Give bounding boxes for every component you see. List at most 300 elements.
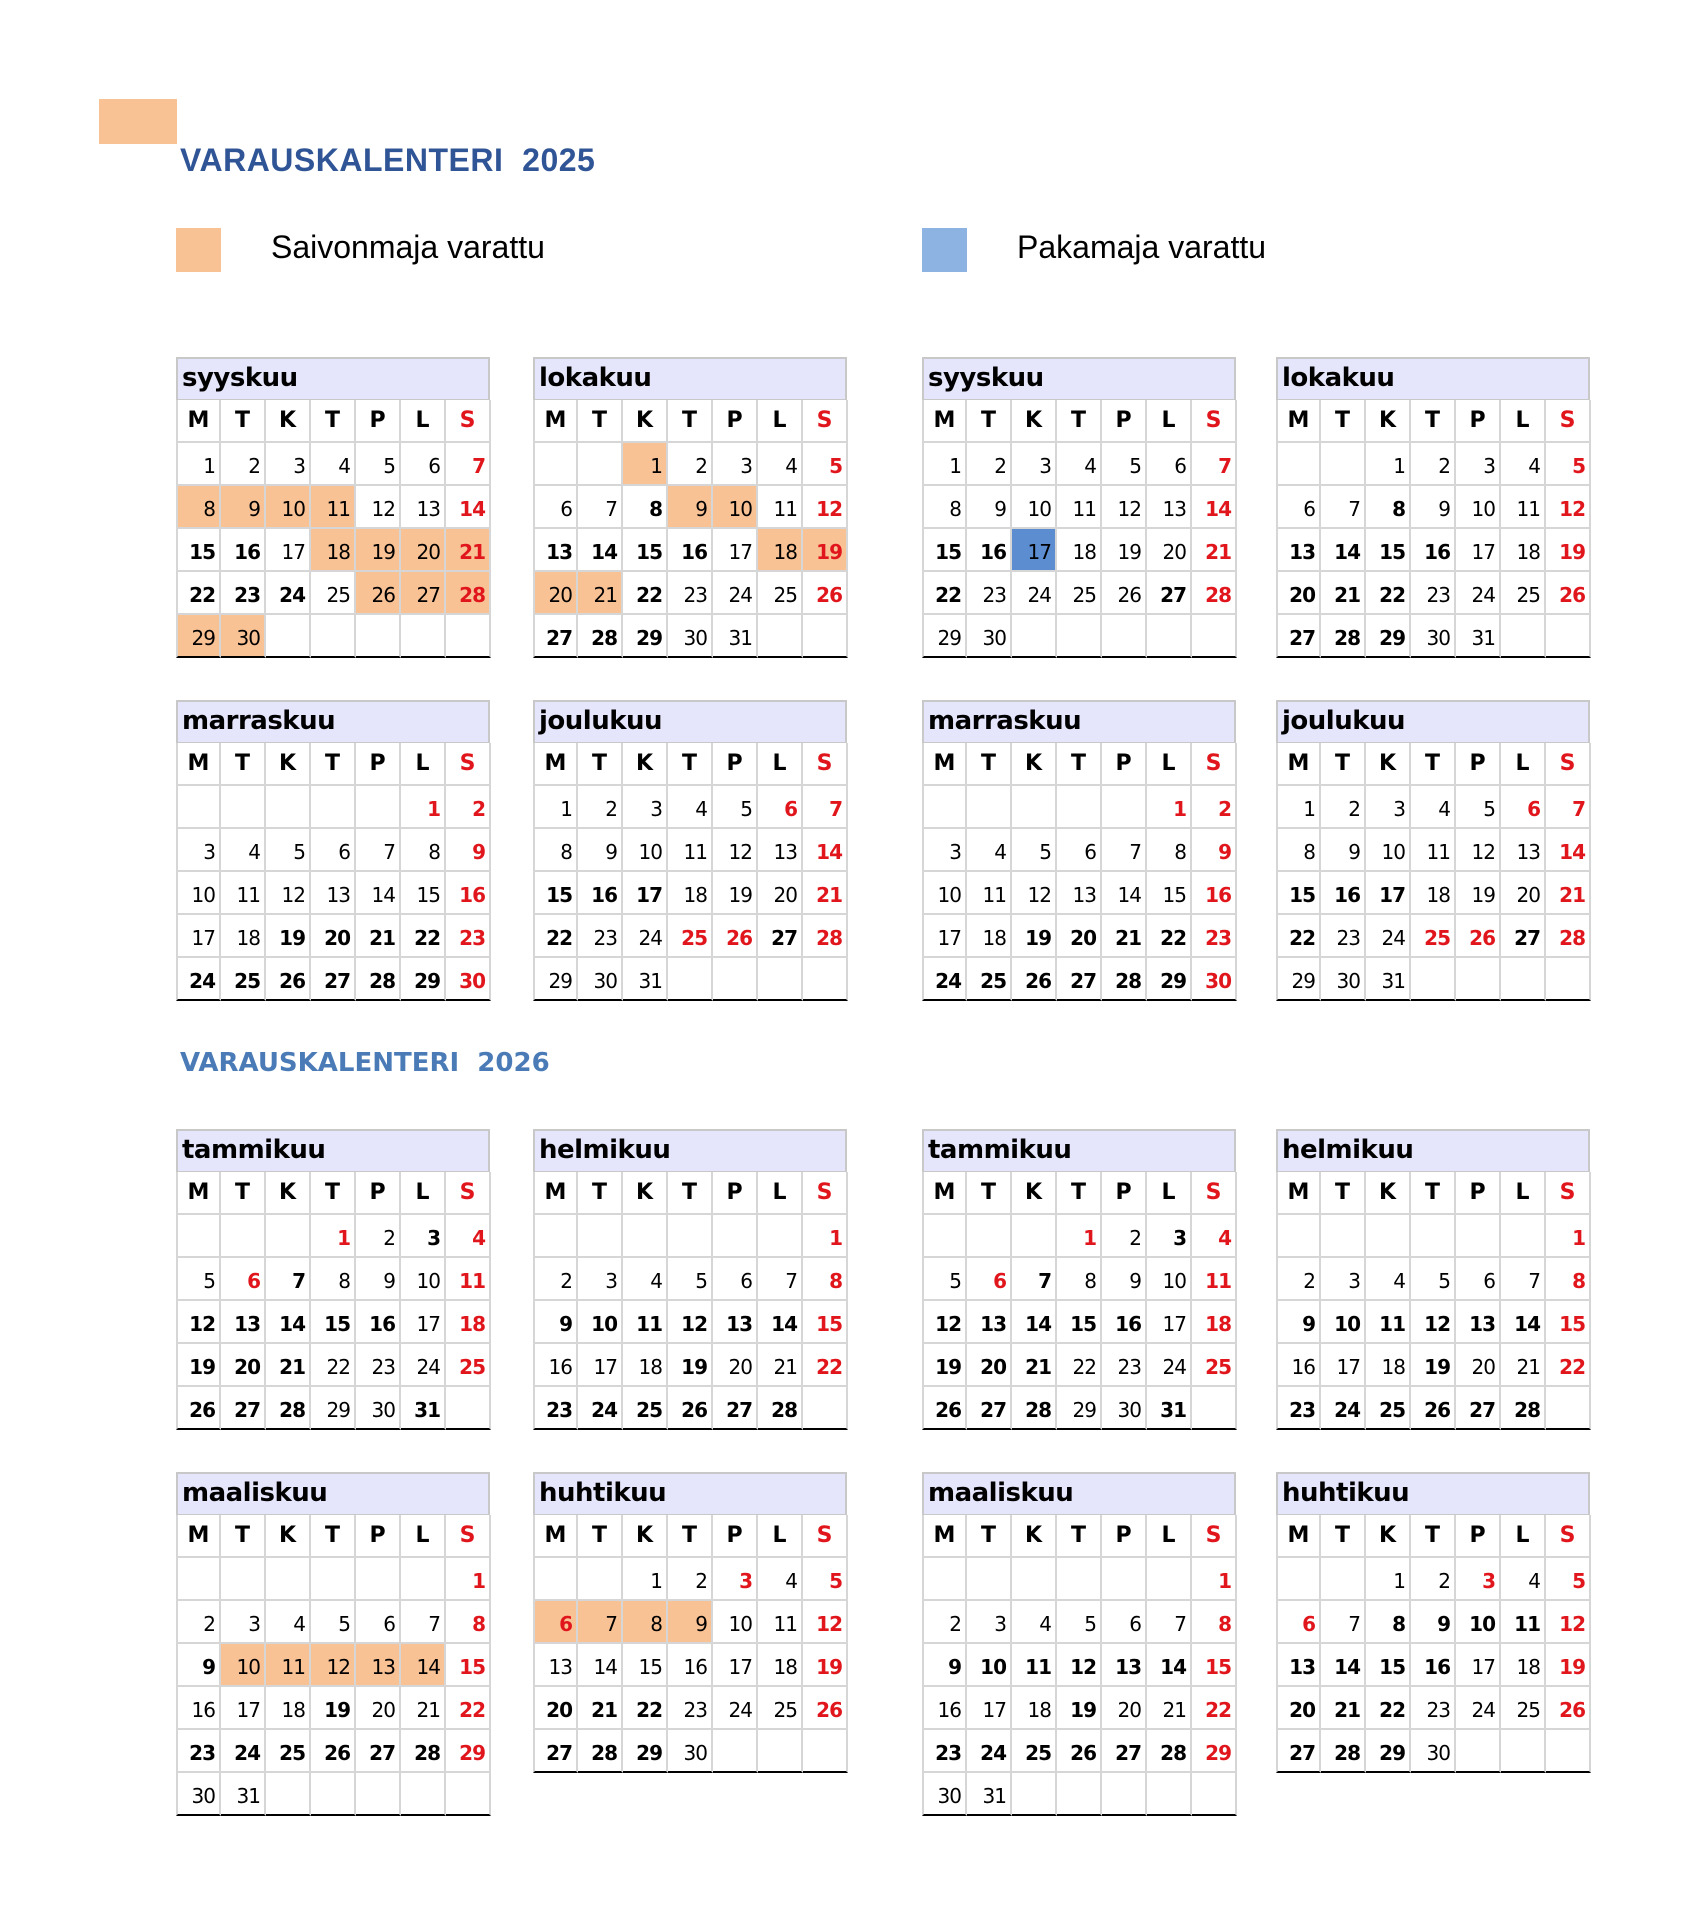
day-cell[interactable]: 17 xyxy=(1366,872,1411,915)
day-cell[interactable]: 20 xyxy=(311,915,356,958)
day-cell[interactable]: 8 xyxy=(623,1601,668,1644)
day-cell[interactable]: 4 xyxy=(266,1601,311,1644)
day-cell[interactable]: 10 xyxy=(221,1644,266,1687)
day-cell[interactable]: 10 xyxy=(1366,829,1411,872)
day-cell[interactable]: 14 xyxy=(356,872,401,915)
day-cell[interactable]: 16 xyxy=(668,529,713,572)
day-cell[interactable]: 15 xyxy=(623,1644,668,1687)
day-cell[interactable]: 30 xyxy=(1192,958,1237,1001)
day-cell[interactable]: 26 xyxy=(803,1687,848,1730)
day-cell[interactable]: 26 xyxy=(803,572,848,615)
day-cell[interactable]: 1 xyxy=(1546,1215,1591,1258)
day-cell[interactable]: 4 xyxy=(668,786,713,829)
day-cell[interactable]: 17 xyxy=(401,1301,446,1344)
day-cell[interactable]: 9 xyxy=(578,829,623,872)
day-cell[interactable]: 22 xyxy=(1546,1344,1591,1387)
day-cell[interactable]: 22 xyxy=(446,1687,491,1730)
day-cell[interactable]: 1 xyxy=(1192,1558,1237,1601)
day-cell[interactable]: 19 xyxy=(668,1344,713,1387)
day-cell[interactable]: 16 xyxy=(356,1301,401,1344)
day-cell[interactable]: 29 xyxy=(176,615,221,658)
day-cell[interactable]: 19 xyxy=(176,1344,221,1387)
day-cell[interactable]: 2 xyxy=(356,1215,401,1258)
day-cell[interactable]: 12 xyxy=(1057,1644,1102,1687)
day-cell[interactable]: 4 xyxy=(1501,1558,1546,1601)
day-cell[interactable]: 31 xyxy=(1366,958,1411,1001)
day-cell[interactable]: 23 xyxy=(578,915,623,958)
day-cell[interactable]: 2 xyxy=(176,1601,221,1644)
day-cell[interactable]: 7 xyxy=(401,1601,446,1644)
day-cell[interactable]: 27 xyxy=(533,615,578,658)
day-cell[interactable]: 10 xyxy=(967,1644,1012,1687)
day-cell[interactable]: 13 xyxy=(356,1644,401,1687)
day-cell[interactable]: 28 xyxy=(803,915,848,958)
day-cell[interactable]: 25 xyxy=(623,1387,668,1430)
day-cell[interactable]: 14 xyxy=(1321,1644,1366,1687)
day-cell[interactable]: 13 xyxy=(401,486,446,529)
day-cell[interactable]: 31 xyxy=(1147,1387,1192,1430)
day-cell[interactable]: 7 xyxy=(266,1258,311,1301)
day-cell[interactable]: 18 xyxy=(967,915,1012,958)
day-cell[interactable]: 29 xyxy=(1366,1730,1411,1773)
day-cell[interactable]: 16 xyxy=(1321,872,1366,915)
day-cell[interactable]: 26 xyxy=(1456,915,1501,958)
day-cell[interactable]: 26 xyxy=(1012,958,1057,1001)
day-cell[interactable]: 4 xyxy=(1192,1215,1237,1258)
day-cell[interactable]: 4 xyxy=(758,1558,803,1601)
day-cell[interactable]: 17 xyxy=(1456,1644,1501,1687)
day-cell[interactable]: 6 xyxy=(356,1601,401,1644)
day-cell[interactable]: 3 xyxy=(1366,786,1411,829)
day-cell[interactable]: 15 xyxy=(1057,1301,1102,1344)
day-cell[interactable]: 24 xyxy=(1147,1344,1192,1387)
day-cell[interactable]: 13 xyxy=(1276,529,1321,572)
day-cell[interactable]: 3 xyxy=(967,1601,1012,1644)
day-cell[interactable]: 8 xyxy=(1276,829,1321,872)
day-cell[interactable]: 13 xyxy=(1456,1301,1501,1344)
day-cell[interactable]: 27 xyxy=(401,572,446,615)
day-cell[interactable]: 2 xyxy=(1411,1558,1456,1601)
day-cell[interactable]: 19 xyxy=(713,872,758,915)
day-cell[interactable]: 23 xyxy=(356,1344,401,1387)
day-cell[interactable]: 5 xyxy=(266,829,311,872)
day-cell[interactable]: 10 xyxy=(1147,1258,1192,1301)
day-cell[interactable]: 6 xyxy=(533,486,578,529)
day-cell[interactable]: 4 xyxy=(1366,1258,1411,1301)
day-cell[interactable]: 13 xyxy=(221,1301,266,1344)
day-cell[interactable]: 8 xyxy=(1057,1258,1102,1301)
day-cell[interactable]: 29 xyxy=(1057,1387,1102,1430)
day-cell[interactable]: 5 xyxy=(1546,1558,1591,1601)
day-cell[interactable]: 13 xyxy=(533,529,578,572)
day-cell[interactable]: 15 xyxy=(446,1644,491,1687)
day-cell[interactable]: 29 xyxy=(1366,615,1411,658)
day-cell[interactable]: 27 xyxy=(1147,572,1192,615)
day-cell[interactable]: 31 xyxy=(713,615,758,658)
day-cell[interactable]: 7 xyxy=(1102,829,1147,872)
day-cell[interactable]: 24 xyxy=(1366,915,1411,958)
day-cell[interactable]: 13 xyxy=(1057,872,1102,915)
day-cell[interactable]: 7 xyxy=(1012,1258,1057,1301)
day-cell[interactable]: 12 xyxy=(668,1301,713,1344)
day-cell[interactable]: 18 xyxy=(446,1301,491,1344)
day-cell[interactable]: 10 xyxy=(578,1301,623,1344)
day-cell[interactable]: 23 xyxy=(668,572,713,615)
day-cell[interactable]: 7 xyxy=(356,829,401,872)
day-cell[interactable]: 5 xyxy=(922,1258,967,1301)
day-cell[interactable]: 23 xyxy=(221,572,266,615)
day-cell[interactable]: 21 xyxy=(1147,1687,1192,1730)
day-cell[interactable]: 30 xyxy=(176,1773,221,1816)
day-cell[interactable]: 1 xyxy=(1147,786,1192,829)
day-cell[interactable]: 29 xyxy=(1147,958,1192,1001)
day-cell[interactable]: 2 xyxy=(668,443,713,486)
day-cell[interactable]: 23 xyxy=(1192,915,1237,958)
day-cell[interactable]: 27 xyxy=(311,958,356,1001)
day-cell[interactable]: 5 xyxy=(1012,829,1057,872)
day-cell[interactable]: 11 xyxy=(1501,486,1546,529)
day-cell[interactable]: 12 xyxy=(266,872,311,915)
day-cell[interactable]: 24 xyxy=(401,1344,446,1387)
day-cell[interactable]: 13 xyxy=(533,1644,578,1687)
day-cell[interactable]: 23 xyxy=(446,915,491,958)
day-cell[interactable]: 14 xyxy=(1192,486,1237,529)
day-cell[interactable]: 6 xyxy=(967,1258,1012,1301)
day-cell[interactable]: 9 xyxy=(1321,829,1366,872)
day-cell[interactable]: 3 xyxy=(713,1558,758,1601)
day-cell[interactable]: 12 xyxy=(1411,1301,1456,1344)
day-cell[interactable]: 9 xyxy=(446,829,491,872)
day-cell[interactable]: 20 xyxy=(1147,529,1192,572)
day-cell[interactable]: 9 xyxy=(1411,1601,1456,1644)
day-cell[interactable]: 5 xyxy=(1546,443,1591,486)
day-cell[interactable]: 24 xyxy=(713,1687,758,1730)
day-cell[interactable]: 23 xyxy=(1276,1387,1321,1430)
day-cell[interactable]: 18 xyxy=(266,1687,311,1730)
day-cell[interactable]: 20 xyxy=(356,1687,401,1730)
day-cell[interactable]: 21 xyxy=(803,872,848,915)
day-cell[interactable]: 14 xyxy=(578,1644,623,1687)
day-cell[interactable]: 30 xyxy=(1411,1730,1456,1773)
day-cell[interactable]: 21 xyxy=(578,572,623,615)
day-cell[interactable]: 7 xyxy=(1321,486,1366,529)
day-cell[interactable]: 10 xyxy=(1456,1601,1501,1644)
day-cell[interactable]: 21 xyxy=(266,1344,311,1387)
day-cell[interactable]: 18 xyxy=(1192,1301,1237,1344)
day-cell[interactable]: 9 xyxy=(967,486,1012,529)
day-cell[interactable]: 11 xyxy=(758,1601,803,1644)
day-cell[interactable]: 10 xyxy=(1456,486,1501,529)
day-cell[interactable]: 4 xyxy=(1057,443,1102,486)
day-cell[interactable]: 25 xyxy=(1501,572,1546,615)
day-cell[interactable]: 26 xyxy=(356,572,401,615)
day-cell[interactable]: 29 xyxy=(533,958,578,1001)
day-cell[interactable]: 30 xyxy=(1411,615,1456,658)
day-cell[interactable]: 4 xyxy=(967,829,1012,872)
day-cell[interactable]: 3 xyxy=(266,443,311,486)
day-cell[interactable]: 13 xyxy=(1501,829,1546,872)
day-cell[interactable]: 6 xyxy=(1102,1601,1147,1644)
day-cell[interactable]: 3 xyxy=(176,829,221,872)
day-cell[interactable]: 18 xyxy=(1057,529,1102,572)
day-cell[interactable]: 13 xyxy=(1276,1644,1321,1687)
day-cell[interactable]: 28 xyxy=(578,615,623,658)
day-cell[interactable]: 11 xyxy=(266,1644,311,1687)
day-cell[interactable]: 15 xyxy=(1276,872,1321,915)
day-cell[interactable]: 8 xyxy=(311,1258,356,1301)
day-cell[interactable]: 28 xyxy=(401,1730,446,1773)
day-cell[interactable]: 8 xyxy=(176,486,221,529)
day-cell[interactable]: 8 xyxy=(1192,1601,1237,1644)
day-cell[interactable]: 30 xyxy=(922,1773,967,1816)
day-cell[interactable]: 17 xyxy=(176,915,221,958)
day-cell[interactable]: 2 xyxy=(1321,786,1366,829)
day-cell[interactable]: 19 xyxy=(922,1344,967,1387)
day-cell[interactable]: 27 xyxy=(1501,915,1546,958)
day-cell[interactable]: 18 xyxy=(1501,529,1546,572)
day-cell[interactable]: 18 xyxy=(1501,1644,1546,1687)
day-cell[interactable]: 30 xyxy=(446,958,491,1001)
day-cell[interactable]: 11 xyxy=(311,486,356,529)
day-cell[interactable]: 8 xyxy=(1366,486,1411,529)
day-cell[interactable]: 22 xyxy=(176,572,221,615)
day-cell[interactable]: 25 xyxy=(668,915,713,958)
day-cell[interactable]: 1 xyxy=(311,1215,356,1258)
day-cell[interactable]: 16 xyxy=(1276,1344,1321,1387)
day-cell[interactable]: 4 xyxy=(1501,443,1546,486)
day-cell[interactable]: 2 xyxy=(668,1558,713,1601)
day-cell[interactable]: 18 xyxy=(311,529,356,572)
day-cell[interactable]: 19 xyxy=(1456,872,1501,915)
day-cell[interactable]: 21 xyxy=(1546,872,1591,915)
day-cell[interactable]: 18 xyxy=(623,1344,668,1387)
day-cell[interactable]: 20 xyxy=(221,1344,266,1387)
day-cell[interactable]: 20 xyxy=(713,1344,758,1387)
day-cell[interactable]: 7 xyxy=(1192,443,1237,486)
day-cell[interactable]: 19 xyxy=(1012,915,1057,958)
day-cell[interactable]: 2 xyxy=(533,1258,578,1301)
day-cell[interactable]: 6 xyxy=(311,829,356,872)
day-cell[interactable]: 22 xyxy=(1366,1687,1411,1730)
day-cell[interactable]: 3 xyxy=(1147,1215,1192,1258)
day-cell[interactable]: 28 xyxy=(266,1387,311,1430)
day-cell[interactable]: 3 xyxy=(1456,1558,1501,1601)
day-cell[interactable]: 21 xyxy=(446,529,491,572)
day-cell[interactable]: 24 xyxy=(922,958,967,1001)
day-cell[interactable]: 29 xyxy=(922,615,967,658)
day-cell[interactable]: 9 xyxy=(1276,1301,1321,1344)
day-cell[interactable]: 1 xyxy=(922,443,967,486)
day-cell[interactable]: 16 xyxy=(1192,872,1237,915)
day-cell[interactable]: 19 xyxy=(1057,1687,1102,1730)
day-cell[interactable]: 30 xyxy=(1102,1387,1147,1430)
day-cell[interactable]: 11 xyxy=(1012,1644,1057,1687)
day-cell[interactable]: 4 xyxy=(311,443,356,486)
day-cell[interactable]: 10 xyxy=(401,1258,446,1301)
day-cell[interactable]: 6 xyxy=(713,1258,758,1301)
day-cell[interactable]: 23 xyxy=(1102,1344,1147,1387)
day-cell[interactable]: 26 xyxy=(1546,572,1591,615)
day-cell[interactable]: 28 xyxy=(578,1730,623,1773)
day-cell[interactable]: 16 xyxy=(533,1344,578,1387)
day-cell[interactable]: 7 xyxy=(446,443,491,486)
day-cell[interactable]: 27 xyxy=(967,1387,1012,1430)
day-cell[interactable]: 18 xyxy=(1411,872,1456,915)
day-cell[interactable]: 2 xyxy=(1192,786,1237,829)
day-cell[interactable]: 24 xyxy=(578,1387,623,1430)
day-cell[interactable]: 27 xyxy=(1456,1387,1501,1430)
day-cell[interactable]: 4 xyxy=(758,443,803,486)
day-cell[interactable]: 9 xyxy=(922,1644,967,1687)
day-cell[interactable]: 14 xyxy=(1102,872,1147,915)
day-cell[interactable]: 31 xyxy=(623,958,668,1001)
day-cell[interactable]: 22 xyxy=(1366,572,1411,615)
day-cell[interactable]: 26 xyxy=(922,1387,967,1430)
day-cell[interactable]: 30 xyxy=(668,1730,713,1773)
day-cell[interactable]: 2 xyxy=(1411,443,1456,486)
day-cell[interactable]: 1 xyxy=(401,786,446,829)
day-cell[interactable]: 2 xyxy=(578,786,623,829)
day-cell[interactable]: 20 xyxy=(758,872,803,915)
day-cell[interactable]: 25 xyxy=(1192,1344,1237,1387)
day-cell[interactable]: 30 xyxy=(221,615,266,658)
day-cell[interactable]: 23 xyxy=(533,1387,578,1430)
day-cell[interactable]: 24 xyxy=(1012,572,1057,615)
day-cell[interactable]: 11 xyxy=(1192,1258,1237,1301)
day-cell[interactable]: 25 xyxy=(311,572,356,615)
day-cell[interactable]: 5 xyxy=(1411,1258,1456,1301)
day-cell[interactable]: 20 xyxy=(401,529,446,572)
day-cell[interactable]: 27 xyxy=(713,1387,758,1430)
day-cell[interactable]: 9 xyxy=(1102,1258,1147,1301)
day-cell[interactable]: 12 xyxy=(803,1601,848,1644)
day-cell[interactable]: 17 xyxy=(1012,529,1057,572)
day-cell[interactable]: 10 xyxy=(623,829,668,872)
day-cell[interactable]: 10 xyxy=(266,486,311,529)
day-cell[interactable]: 14 xyxy=(1501,1301,1546,1344)
day-cell[interactable]: 15 xyxy=(176,529,221,572)
day-cell[interactable]: 15 xyxy=(1192,1644,1237,1687)
day-cell[interactable]: 18 xyxy=(668,872,713,915)
day-cell[interactable]: 2 xyxy=(1276,1258,1321,1301)
day-cell[interactable]: 1 xyxy=(623,1558,668,1601)
day-cell[interactable]: 21 xyxy=(401,1687,446,1730)
day-cell[interactable]: 22 xyxy=(623,1687,668,1730)
day-cell[interactable]: 19 xyxy=(1546,529,1591,572)
day-cell[interactable]: 11 xyxy=(1057,486,1102,529)
day-cell[interactable]: 3 xyxy=(1012,443,1057,486)
day-cell[interactable]: 7 xyxy=(758,1258,803,1301)
day-cell[interactable]: 30 xyxy=(1321,958,1366,1001)
day-cell[interactable]: 25 xyxy=(758,572,803,615)
day-cell[interactable]: 17 xyxy=(266,529,311,572)
day-cell[interactable]: 8 xyxy=(401,829,446,872)
day-cell[interactable]: 6 xyxy=(1501,786,1546,829)
day-cell[interactable]: 15 xyxy=(1147,872,1192,915)
day-cell[interactable]: 23 xyxy=(1411,572,1456,615)
day-cell[interactable]: 1 xyxy=(623,443,668,486)
day-cell[interactable]: 21 xyxy=(1321,1687,1366,1730)
day-cell[interactable]: 7 xyxy=(803,786,848,829)
day-cell[interactable]: 22 xyxy=(1147,915,1192,958)
day-cell[interactable]: 30 xyxy=(356,1387,401,1430)
day-cell[interactable]: 8 xyxy=(803,1258,848,1301)
day-cell[interactable]: 19 xyxy=(803,1644,848,1687)
day-cell[interactable]: 26 xyxy=(266,958,311,1001)
day-cell[interactable]: 14 xyxy=(758,1301,803,1344)
day-cell[interactable]: 25 xyxy=(967,958,1012,1001)
day-cell[interactable]: 4 xyxy=(221,829,266,872)
day-cell[interactable]: 20 xyxy=(1501,872,1546,915)
day-cell[interactable]: 17 xyxy=(1456,529,1501,572)
day-cell[interactable]: 22 xyxy=(401,915,446,958)
day-cell[interactable]: 8 xyxy=(922,486,967,529)
day-cell[interactable]: 20 xyxy=(967,1344,1012,1387)
day-cell[interactable]: 22 xyxy=(623,572,668,615)
day-cell[interactable]: 10 xyxy=(1321,1301,1366,1344)
day-cell[interactable]: 6 xyxy=(1147,443,1192,486)
day-cell[interactable]: 30 xyxy=(967,615,1012,658)
day-cell[interactable]: 7 xyxy=(578,1601,623,1644)
day-cell[interactable]: 24 xyxy=(1456,572,1501,615)
day-cell[interactable]: 6 xyxy=(758,786,803,829)
day-cell[interactable]: 8 xyxy=(623,486,668,529)
day-cell[interactable]: 8 xyxy=(1147,829,1192,872)
day-cell[interactable]: 8 xyxy=(533,829,578,872)
day-cell[interactable]: 26 xyxy=(713,915,758,958)
day-cell[interactable]: 21 xyxy=(1501,1344,1546,1387)
day-cell[interactable]: 25 xyxy=(1012,1730,1057,1773)
day-cell[interactable]: 3 xyxy=(623,786,668,829)
day-cell[interactable]: 29 xyxy=(1192,1730,1237,1773)
day-cell[interactable]: 22 xyxy=(311,1344,356,1387)
day-cell[interactable]: 15 xyxy=(623,529,668,572)
day-cell[interactable]: 9 xyxy=(668,486,713,529)
day-cell[interactable]: 9 xyxy=(668,1601,713,1644)
day-cell[interactable]: 20 xyxy=(1102,1687,1147,1730)
day-cell[interactable]: 5 xyxy=(176,1258,221,1301)
day-cell[interactable]: 15 xyxy=(1366,529,1411,572)
day-cell[interactable]: 12 xyxy=(1012,872,1057,915)
day-cell[interactable]: 12 xyxy=(922,1301,967,1344)
day-cell[interactable]: 15 xyxy=(1546,1301,1591,1344)
day-cell[interactable]: 17 xyxy=(922,915,967,958)
day-cell[interactable]: 14 xyxy=(1012,1301,1057,1344)
day-cell[interactable]: 21 xyxy=(356,915,401,958)
day-cell[interactable]: 4 xyxy=(1012,1601,1057,1644)
day-cell[interactable]: 22 xyxy=(533,915,578,958)
day-cell[interactable]: 28 xyxy=(1321,1730,1366,1773)
day-cell[interactable]: 29 xyxy=(623,1730,668,1773)
day-cell[interactable]: 23 xyxy=(967,572,1012,615)
day-cell[interactable]: 25 xyxy=(221,958,266,1001)
day-cell[interactable]: 17 xyxy=(1147,1301,1192,1344)
day-cell[interactable]: 5 xyxy=(713,786,758,829)
day-cell[interactable]: 16 xyxy=(922,1687,967,1730)
day-cell[interactable]: 7 xyxy=(1546,786,1591,829)
day-cell[interactable]: 31 xyxy=(1456,615,1501,658)
day-cell[interactable]: 5 xyxy=(356,443,401,486)
day-cell[interactable]: 24 xyxy=(1321,1387,1366,1430)
day-cell[interactable]: 27 xyxy=(533,1730,578,1773)
day-cell[interactable]: 9 xyxy=(356,1258,401,1301)
day-cell[interactable]: 20 xyxy=(1276,572,1321,615)
day-cell[interactable]: 29 xyxy=(1276,958,1321,1001)
day-cell[interactable]: 14 xyxy=(1147,1644,1192,1687)
day-cell[interactable]: 26 xyxy=(176,1387,221,1430)
day-cell[interactable]: 19 xyxy=(1102,529,1147,572)
day-cell[interactable]: 18 xyxy=(1366,1344,1411,1387)
